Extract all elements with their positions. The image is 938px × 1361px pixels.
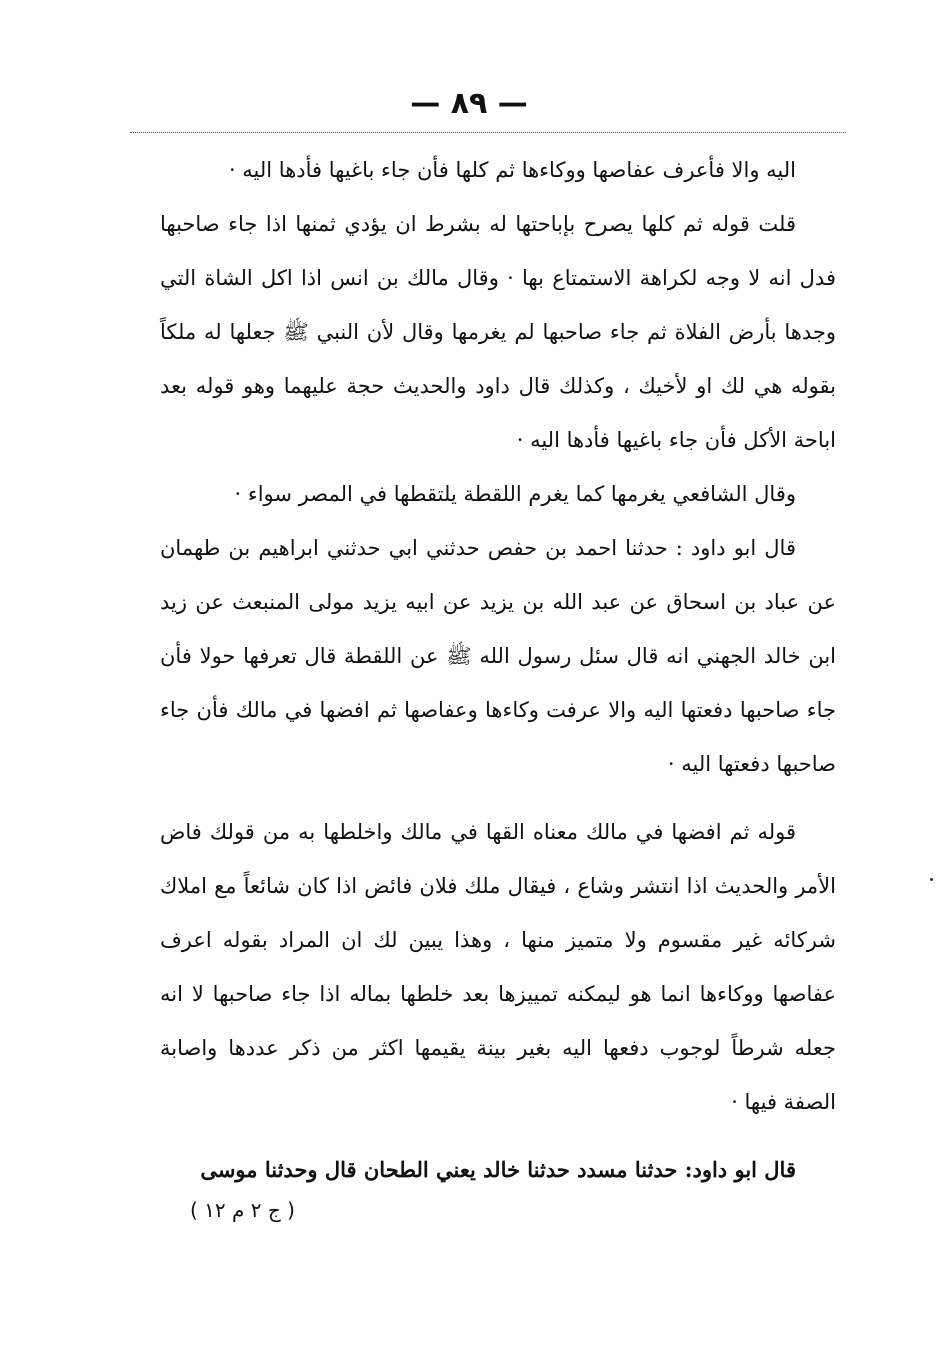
paragraph: وقال الشافعي يغرمها كما يغرم اللقطة يلتقطها في المصر سواء ·: [234, 482, 796, 506]
paragraph: قلت قوله ثم كلها يصرح بإباحتها له بشرط ان يؤدي ثمنها اذا جاء صاحبها فدل انه لا وجه لكراهة الاستمتاع بها · وقال مالك بن انس اذا اكل الشاة التي وجدها بأرض الفلاة ثم جاء صاحبها لم يغرمها وقال لأن النبي ﷺ جعلها له ملكاً بقوله هي لك او لأخيك ، وكذلك قال داود والحديث حجة عليهما وهو قوله بعد اباحة الأكل فأن جاء باغيها فأدها اليه ·: [160, 212, 836, 452]
page-number: — ٨٩ —: [410, 86, 528, 121]
page-body: [160, 143, 836, 1197]
signature-mark: ( ج ٢ م ١٢ ): [190, 1198, 295, 1222]
paragraph: اليه والا فأعرف عفاصها ووكاءها ثم كلها فأن جاء باغيها فأدها اليه ·: [228, 158, 796, 182]
paragraph: قال ابو داود : حدثنا احمد بن حفص حدثني ابي حدثني ابراهيم بن طهمان عن عباد بن اسحاق عن عبد الله بن يزيد عن ابيه يزيد مولى المنبعث عن زيد ابن خالد الجهني انه قال سئل رسول الله ﷺ عن اللقطة قال تعرفها حولا فأن جاء صاحبها دفعتها اليه والا عرفت وكاءها وعفاصها ثم افضها في مالك فأن جاء صاحبها دفعتها اليه ·: [160, 536, 836, 776]
scan-speck: [930, 878, 933, 881]
header-divider: [130, 132, 846, 133]
paragraph: قوله ثم افضها في مالك معناه القها في مالك واخلطها به من قولك فاض الأمر والحديث اذا انتشر وشاع ، فيقال ملك فلان فائض اذا كان شائعاً مع املاك شركائه غير مقسوم ولا متميز منها ، وهذا يبين لك ان المراد بقوله اعرف عفاصها ووكاءها انما هو ليمكنه تمييزها بعد خلطها بماله اذا جاء صاحبها لا انه جعله شرطاً لوجوب دفعها اليه بغير بينة يقيمها اكثر من ذكر عددها واصابة الصفة فيها ·: [160, 820, 836, 1114]
paragraph: قال ابو داود: حدثنا مسدد حدثنا خالد يعني الطحان قال وحدثنا موسى: [200, 1157, 796, 1182]
